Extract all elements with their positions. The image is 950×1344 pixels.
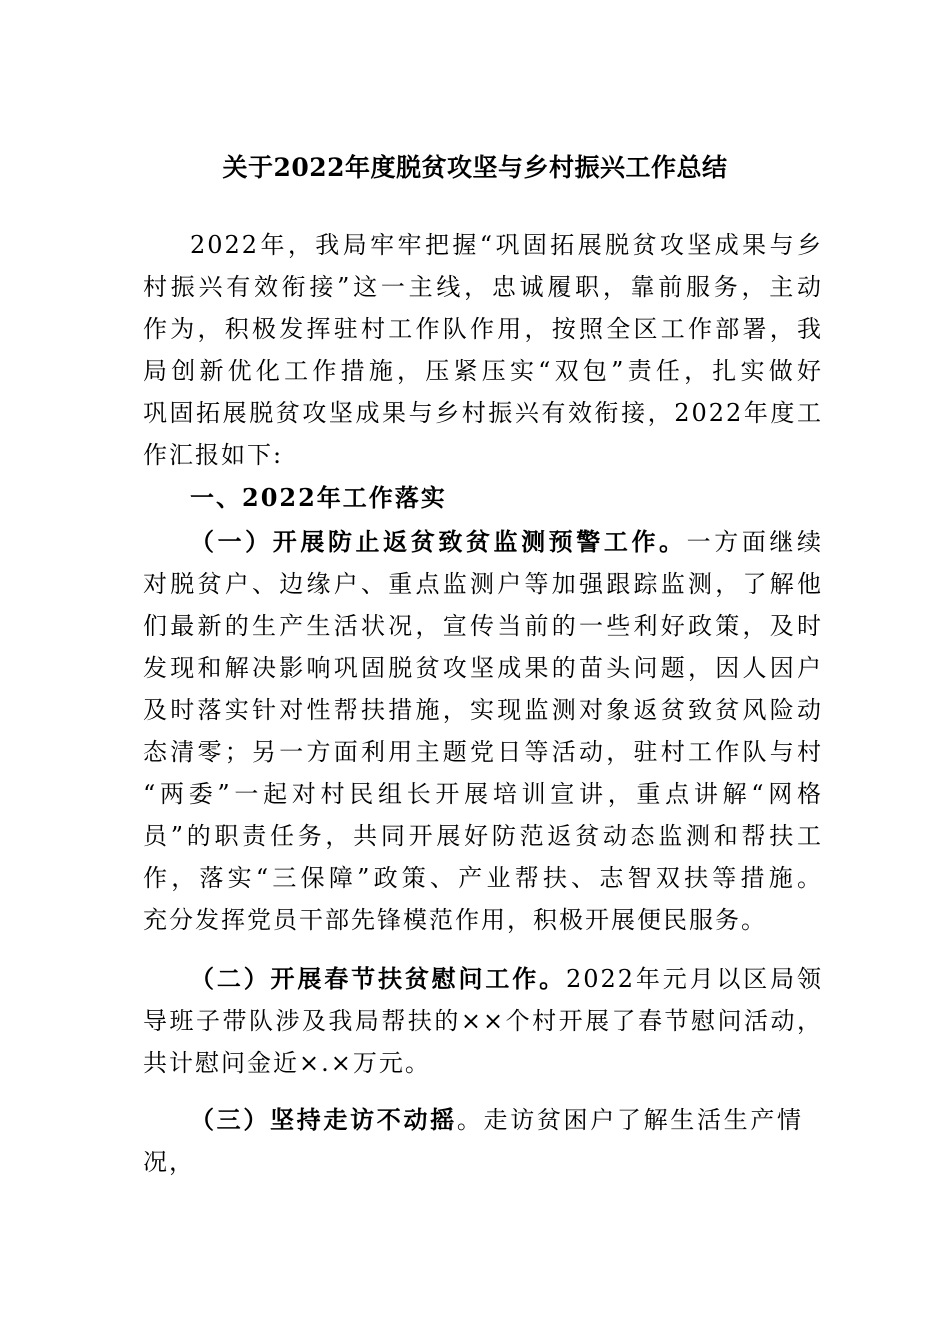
intro-line: 局创新优化工作措施，压紧压实“双包”责任，扎实做好 bbox=[143, 357, 823, 385]
item-1-heading: （一）开展防止返贫致贫监测预警工作。 bbox=[190, 527, 687, 556]
item-1-line: 充分发挥党员干部先锋模范作用，积极开展便民服务。 bbox=[143, 906, 767, 934]
item-1-line: “两委”一起对村民组长开展培训宣讲，重点讲解“网格 bbox=[143, 780, 823, 808]
item-1-line: 发现和解决影响巩固脱贫攻坚成果的苗头问题，因人因户 bbox=[143, 654, 823, 682]
item-3-first-line bbox=[190, 1099, 803, 1141]
item-2-text: 2022年元月以区局领 bbox=[565, 965, 824, 993]
item-3-line: 况， bbox=[143, 1148, 195, 1176]
intro-line: 作汇报如下: bbox=[143, 441, 284, 469]
item-1-line: 态清零；另一方面利用主题党日等活动，驻村工作队与村 bbox=[143, 738, 823, 766]
item-2-line: 共计慰问金近×.×万元。 bbox=[143, 1049, 431, 1077]
item-2-line: 导班子带队涉及我局帮扶的××个村开展了春节慰问活动， bbox=[143, 1007, 823, 1035]
item-1-line: 们最新的生产生活状况，宣传当前的一些利好政策，及时 bbox=[143, 612, 823, 640]
section-heading: 一、2022年工作落实 bbox=[190, 483, 447, 512]
intro-line: 2022年，我局牢牢把握“巩固拓展脱贫攻坚成果与乡 bbox=[190, 231, 823, 259]
item-2-first-line bbox=[190, 958, 823, 1000]
intro-line: 作为，积极发挥驻村工作队作用，按照全区工作部署，我 bbox=[143, 315, 823, 343]
item-2-heading: （二）开展春节扶贫慰问工作。 bbox=[190, 964, 566, 993]
item-1-line: 及时落实针对性帮扶措施，实现监测对象返贫致贫风险动 bbox=[143, 696, 823, 724]
item-1-first-line bbox=[190, 521, 823, 563]
item-1-line: 作，落实“三保障”政策、产业帮扶、志智双扶等措施。 bbox=[143, 864, 823, 892]
item-3-text: 。走访贫困户了解生活生产情 bbox=[456, 1106, 804, 1134]
intro-line: 村振兴有效衔接”这一主线，忠诚履职，靠前服务，主动 bbox=[143, 273, 823, 301]
item-1-text: 一方面继续 bbox=[686, 528, 824, 556]
item-3-heading: （三）坚持走访不动摇 bbox=[190, 1105, 457, 1134]
intro-line: 巩固拓展脱贫攻坚成果与乡村振兴有效衔接，2022年度工 bbox=[143, 399, 823, 427]
item-1-line: 对脱贫户、边缘户、重点监测户等加强跟踪监测，了解他 bbox=[143, 570, 823, 598]
document-title: 关于2022年度脱贫攻坚与乡村振兴工作总结 bbox=[222, 153, 728, 182]
item-1-line: 员”的职责任务，共同开展好防范返贫动态监测和帮扶工 bbox=[143, 822, 823, 850]
